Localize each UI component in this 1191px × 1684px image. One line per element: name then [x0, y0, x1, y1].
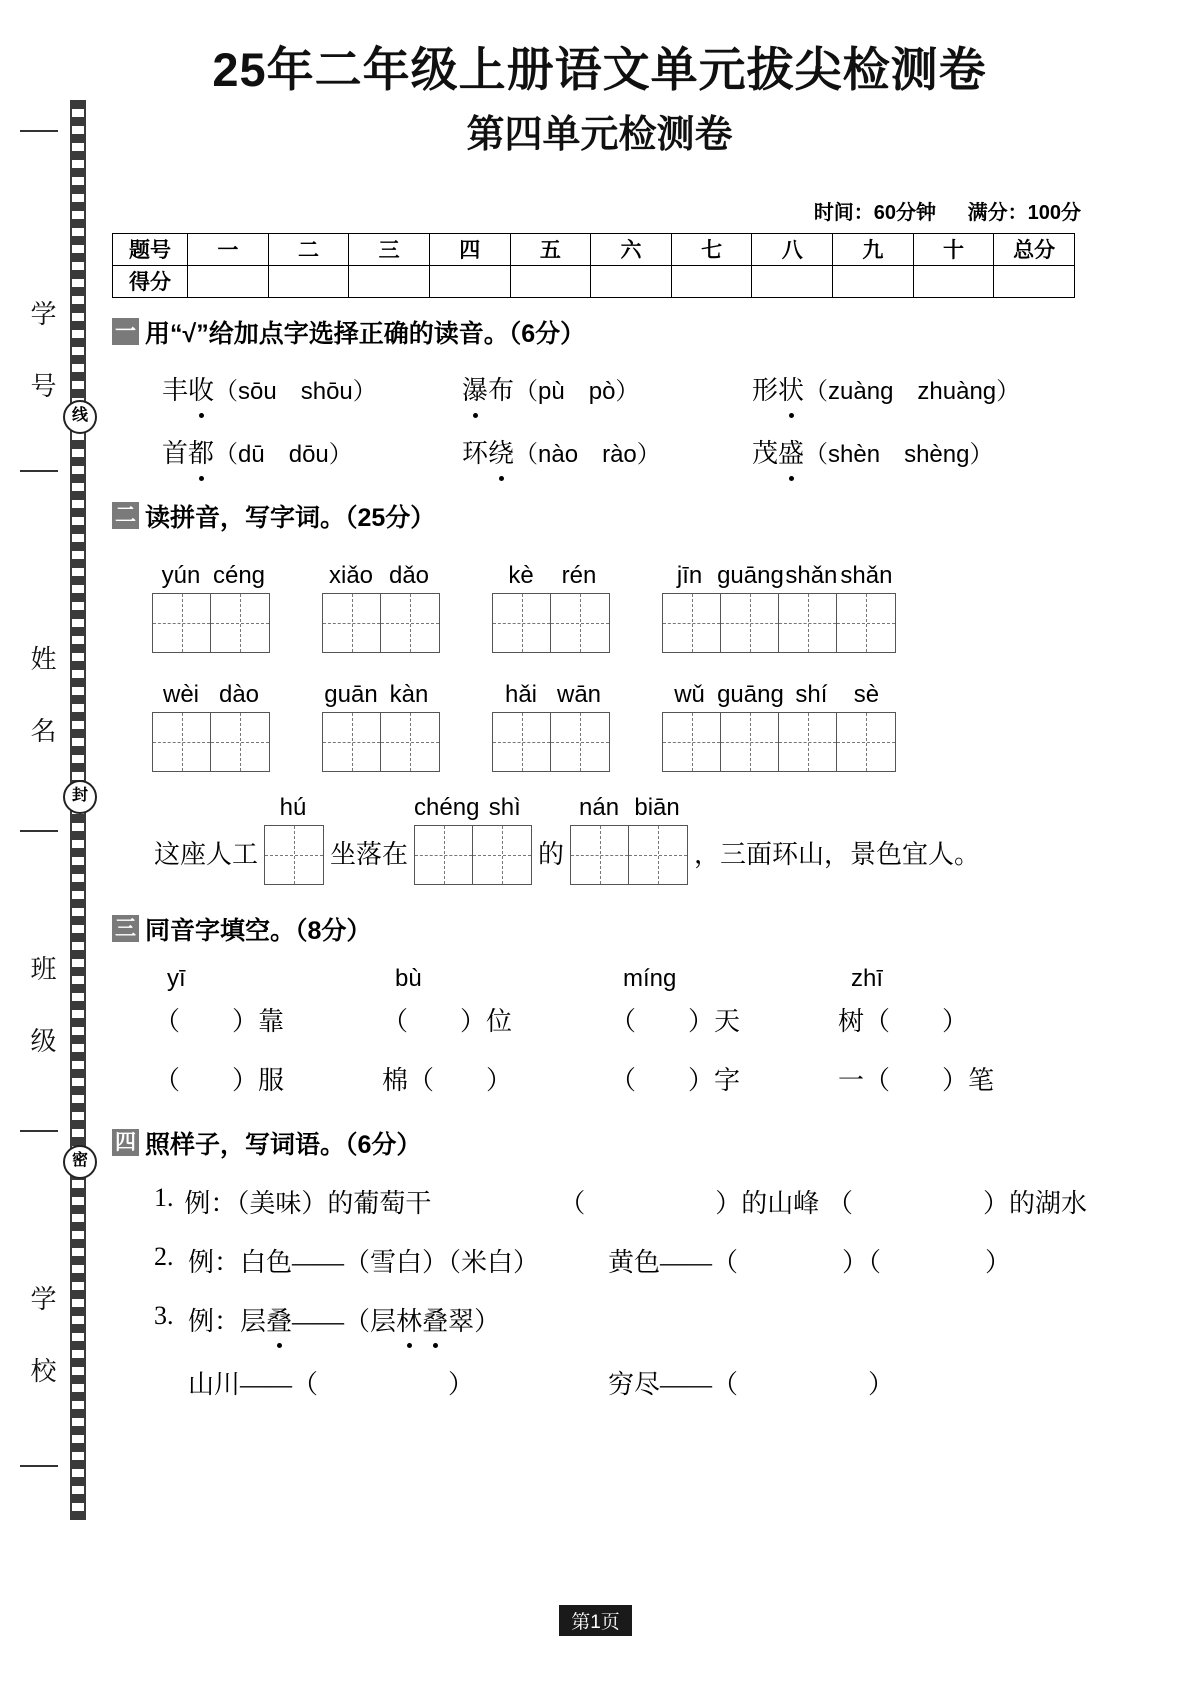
q4-item-3-char-d-dotted: 叠 [422, 1301, 448, 1338]
q2-pinyin-2-4-2: guāng [717, 680, 784, 708]
score-input-8[interactable] [752, 265, 833, 297]
q2-pinyin-1-2-1: xiǎo [328, 561, 374, 589]
q4-item-3-example-mid: ——（层 [292, 1306, 397, 1336]
score-input-2[interactable] [268, 265, 349, 297]
table-row-headers [113, 233, 1075, 265]
score-col-8: 八 [752, 233, 833, 265]
sidebar-tick-1 [20, 130, 58, 132]
q3-pinyin-3: míng [623, 964, 677, 992]
q2-pinyin-1-4 [662, 562, 894, 590]
exam-meta [112, 196, 1081, 225]
q4-item-3-answers [112, 1364, 1087, 1401]
score-input-4[interactable] [429, 265, 510, 297]
score-col-5: 五 [510, 233, 591, 265]
time-label: 时间：60分钟 [813, 201, 937, 224]
binding-rail [70, 100, 86, 1520]
q2-pinyin-1-4-2: guāng [717, 561, 784, 589]
q2-grid-1-2[interactable] [322, 593, 440, 653]
q1-item-6[interactable] [752, 433, 993, 470]
section-title-2: 读拼音，写字词。（25分） [145, 503, 436, 532]
exam-page [112, 0, 1087, 1401]
sidebar-label-class: 班 级 [27, 955, 56, 1063]
q2-pinyin-1-3-1: kè [508, 561, 534, 589]
writing-cell[interactable] [323, 713, 381, 771]
table-row-scores [113, 265, 1075, 297]
q3-pinyin-4: zhī [851, 964, 884, 992]
score-input-1[interactable] [188, 265, 269, 297]
q2-sentence-word-1[interactable] [264, 794, 324, 885]
q2-grid-2-3[interactable] [492, 712, 610, 772]
q2-pinyin-2-2-2: kàn [389, 680, 429, 708]
q2-pinyin-2-1 [152, 681, 268, 709]
score-table-row-label-number: 题号 [113, 233, 188, 265]
page-subtitle: 第四单元检测卷 [466, 113, 733, 156]
q2-pinyin-1-1-2: céng [212, 561, 266, 589]
q2-sentence-blank-3[interactable] [570, 794, 688, 885]
sidebar-tick-2 [20, 470, 58, 472]
section-title-4: 照样子，写词语。（6分） [145, 1130, 422, 1159]
score-col-6: 六 [591, 233, 672, 265]
writing-cell[interactable] [493, 713, 551, 771]
q2-grid-2-4[interactable] [662, 712, 896, 772]
writing-cell[interactable] [721, 594, 779, 652]
q3-blank-1-4[interactable]: 树（ ） [838, 1006, 969, 1036]
rail-badge-mi: 密 [63, 1145, 97, 1179]
writing-cell[interactable] [551, 713, 609, 771]
writing-cell[interactable] [629, 826, 687, 884]
q2-word-1-2[interactable] [322, 562, 440, 653]
score-input-total[interactable] [994, 265, 1075, 297]
q1-word-pre-4: 首 [162, 438, 189, 468]
score-table [112, 233, 1075, 298]
q1-word-pre-3: 形 [752, 375, 779, 405]
q2-pinyin-1-4-3: shǎn [785, 561, 838, 589]
writing-cell[interactable] [837, 594, 895, 652]
q2-sentence-blank-1[interactable] [264, 794, 324, 885]
q4-item-3-example-pre: 例： [188, 1306, 241, 1336]
section-number-1: 一 [112, 318, 139, 345]
q4-item-2 [112, 1242, 1087, 1279]
q2-sentence-pinyin-2-1: chéng [414, 793, 480, 821]
q4-item-2-example: 例：白色——（雪白）（米白） [188, 1247, 540, 1277]
q4-item-1-example: 例：（美味）的葡萄干 [184, 1188, 432, 1218]
q4-item-3-char-b-dotted: 叠 [266, 1301, 292, 1338]
q2-box-row-1 [112, 562, 1087, 653]
q1-dot-char-6: 盛 [778, 433, 804, 470]
writing-cell[interactable] [153, 594, 211, 652]
q2-word-1-1[interactable] [152, 562, 270, 653]
q2-pinyin-2-4-3: shí [795, 680, 828, 708]
score-input-10[interactable] [913, 265, 994, 297]
q2-sentence-pinyin-1 [264, 794, 322, 822]
q4-item-3-blank-1[interactable]: 山川——（ ） [188, 1369, 475, 1399]
q2-pinyin-2-4-1: wǔ [674, 680, 705, 708]
q1-dot-char-5: 绕 [488, 433, 514, 470]
q2-pinyin-2-2-1: guān [324, 680, 378, 708]
q2-pinyin-2-1-1: wèi [162, 680, 199, 708]
q1-row-2 [112, 433, 1087, 470]
q2-sentence-part-2: 坐落在 [330, 839, 409, 869]
score-table-row-label-score: 得分 [113, 265, 188, 297]
q2-pinyin-2-3-2: wān [556, 680, 602, 708]
q4-item-3-example [188, 1301, 500, 1338]
writing-cell[interactable] [663, 713, 721, 771]
score-col-total: 总分 [994, 233, 1075, 265]
rail-badge-xian: 线 [63, 400, 97, 434]
q2-pinyin-1-1 [152, 562, 268, 590]
writing-cell[interactable] [837, 713, 895, 771]
q2-grid-1-1[interactable] [152, 593, 270, 653]
q1-options-3[interactable]: （zuàng zhuàng） [804, 377, 1021, 405]
score-col-2: 二 [268, 233, 349, 265]
q2-sentence-pinyin-1-1: hú [279, 793, 307, 821]
total-score-label: 满分：100分 [967, 201, 1081, 224]
section-header-1 [112, 314, 1087, 350]
q3-blank-2-4[interactable]: 一（ ）笔 [838, 1065, 995, 1095]
q4-item-3-blank-2[interactable]: 穷尽——（ ） [608, 1369, 895, 1399]
q3-blank-2-3[interactable]: （ ）字 [610, 1065, 741, 1095]
q3-blank-1-1[interactable]: （ ）靠 [154, 1006, 285, 1036]
writing-cell[interactable] [265, 826, 323, 884]
q2-pinyin-2-4 [662, 681, 894, 709]
q2-pinyin-2-3 [492, 681, 608, 709]
q1-options-2[interactable]: （pù pò） [514, 377, 640, 405]
section-header-4 [112, 1125, 1087, 1161]
writing-cell[interactable] [415, 826, 473, 884]
page-number: 第1页 [559, 1605, 632, 1636]
q2-sentence-part-4: ，三面环山，景色宜人。 [694, 839, 981, 869]
q1-dot-char-3: 状 [778, 370, 804, 407]
q4-item-3-char-c-dotted: 林 [396, 1301, 422, 1338]
q1-dot-char-2: 瀑 [462, 370, 488, 407]
q2-sentence-grid-3[interactable] [570, 825, 688, 885]
q2-word-2-3[interactable] [492, 681, 610, 772]
q2-sentence-word-2[interactable] [414, 794, 532, 885]
q1-row-1 [112, 370, 1087, 407]
page-title: 25年二年级上册语文单元拔尖检测卷 [212, 43, 987, 96]
writing-cell[interactable] [211, 594, 269, 652]
q1-options-1[interactable]: （sōu shōu） [214, 377, 377, 405]
q2-sentence-grid-2[interactable] [414, 825, 532, 885]
q1-item-4[interactable] [162, 433, 462, 470]
score-col-10: 十 [913, 233, 994, 265]
page-footer [0, 1605, 1191, 1636]
section-title-1: 用“√”给加点字选择正确的读音。（6分） [145, 319, 586, 348]
score-input-3[interactable] [349, 265, 430, 297]
writing-cell[interactable] [571, 826, 629, 884]
q2-grid-2-2[interactable] [322, 712, 440, 772]
section-number-4: 四 [112, 1129, 139, 1156]
section-header-2 [112, 498, 1087, 534]
score-input-5[interactable] [510, 265, 591, 297]
q4-item-2-no: 2. [154, 1241, 174, 1271]
q4-item-3 [112, 1301, 1087, 1338]
q2-pinyin-2-4-4: sè [853, 680, 880, 708]
q2-grid-1-3[interactable] [492, 593, 610, 653]
section-title-3: 同音字填空。（8分） [145, 916, 372, 945]
q2-box-row-2 [112, 681, 1087, 772]
writing-cell[interactable] [663, 594, 721, 652]
writing-cell[interactable] [721, 713, 779, 771]
q2-pinyin-2-1-2: dào [218, 680, 260, 708]
q4-item-3-example-end: 翠） [448, 1306, 501, 1336]
section-number-3: 三 [112, 915, 139, 942]
score-input-9[interactable] [833, 265, 914, 297]
q2-pinyin-2-3-1: hǎi [504, 680, 538, 708]
score-col-9: 九 [833, 233, 914, 265]
q1-dot-char-1: 收 [188, 370, 214, 407]
q2-sentence-blank-2[interactable] [414, 794, 532, 885]
q2-pinyin-2-2 [322, 681, 438, 709]
score-col-4: 四 [429, 233, 510, 265]
q3-answer-row-1 [112, 1001, 1087, 1038]
q1-item-3[interactable] [752, 370, 1020, 407]
q2-pinyin-1-3 [492, 562, 608, 590]
q1-item-1[interactable] [162, 370, 462, 407]
q3-pinyin-row [112, 965, 1087, 993]
q1-options-6[interactable]: （shèn shèng） [804, 440, 994, 468]
writing-cell[interactable] [779, 713, 837, 771]
q3-blank-2-2[interactable]: 棉（ ） [382, 1065, 513, 1095]
q1-item-2[interactable] [462, 370, 752, 407]
q3-blank-1-3[interactable]: （ ）天 [610, 1006, 741, 1036]
q4-item-1 [112, 1183, 1087, 1220]
q1-word-pre-6: 茂 [752, 438, 779, 468]
q2-pinyin-1-2-2: dǎo [388, 561, 430, 589]
q4-item-3-char-a: 层 [240, 1306, 267, 1336]
q3-pinyin-1: yī [167, 964, 186, 992]
q2-word-2-1[interactable] [152, 681, 270, 772]
sidebar-label-name: 姓 名 [27, 645, 56, 753]
q2-word-2-4[interactable] [662, 681, 896, 772]
q2-grid-2-1[interactable] [152, 712, 270, 772]
q4-item-2-blank-1[interactable]: 黄色——（ ）（ ） [608, 1247, 1012, 1277]
q2-sentence-pinyin-2 [414, 794, 530, 822]
q2-pinyin-1-2 [322, 562, 438, 590]
writing-cell[interactable] [381, 594, 439, 652]
q4-item-1-blank-1[interactable]: （ ）的山峰 [559, 1188, 820, 1218]
sidebar-tick-4 [20, 1130, 58, 1132]
q2-sentence-part-1: 这座人工 [154, 839, 259, 869]
q3-blank-1-2[interactable]: （ ）位 [382, 1006, 513, 1036]
rail-badge-feng: 封 [63, 780, 97, 814]
sidebar-label-school: 学 校 [27, 1285, 56, 1393]
q2-sentence-part-3: 的 [538, 839, 565, 869]
q4-item-3-no: 3. [154, 1300, 174, 1330]
writing-cell[interactable] [779, 594, 837, 652]
q2-grid-1-4[interactable] [662, 593, 896, 653]
q2-pinyin-1-4-1: jīn [676, 561, 703, 589]
q4-item-1-blank-2[interactable]: （ ）的湖水 [826, 1188, 1087, 1218]
score-col-7: 七 [671, 233, 752, 265]
writing-cell[interactable] [551, 594, 609, 652]
q2-pinyin-1-1-1: yún [161, 561, 201, 589]
q3-pinyin-2: bù [395, 964, 422, 992]
q2-sentence-word-3[interactable] [570, 794, 688, 885]
q3-answer-row-2 [112, 1060, 1087, 1097]
q2-word-2-2[interactable] [322, 681, 440, 772]
q1-dot-char-4: 都 [188, 433, 214, 470]
sidebar-tick-5 [20, 1465, 58, 1467]
q2-word-1-4[interactable] [662, 562, 896, 653]
writing-cell[interactable] [153, 713, 211, 771]
q2-pinyin-1-4-4: shǎn [840, 561, 893, 589]
sidebar-label-student-id: 学 号 [27, 300, 56, 408]
q1-word-pre-1: 丰 [162, 375, 189, 405]
q2-word-1-3[interactable] [492, 562, 610, 653]
writing-cell[interactable] [381, 713, 439, 771]
score-input-7[interactable] [671, 265, 752, 297]
q1-options-5[interactable]: （nào rào） [514, 440, 661, 468]
q1-word-post-2: 布 [488, 375, 515, 405]
q2-sentence-pinyin-3-1: nán [579, 793, 620, 821]
writing-cell[interactable] [211, 713, 269, 771]
section-header-3 [112, 911, 1087, 947]
q2-sentence-row [112, 794, 1087, 885]
q4-item-1-no: 1. [154, 1182, 174, 1212]
writing-cell[interactable] [493, 594, 551, 652]
q2-sentence-grid-1[interactable] [264, 825, 324, 885]
q3-blank-2-1[interactable]: （ ）服 [154, 1065, 285, 1095]
q2-sentence-pinyin-2-2: shì [488, 793, 521, 821]
writing-cell[interactable] [323, 594, 381, 652]
section-number-2: 二 [112, 502, 139, 529]
q1-item-5[interactable] [462, 433, 752, 470]
score-col-3: 三 [349, 233, 430, 265]
score-input-6[interactable] [591, 265, 672, 297]
q1-options-4[interactable]: （dū dōu） [214, 440, 353, 468]
q2-sentence-pinyin-3-2: biān [634, 793, 680, 821]
score-col-1: 一 [188, 233, 269, 265]
q2-pinyin-1-3-2: rén [561, 561, 597, 589]
sidebar-tick-3 [20, 830, 58, 832]
writing-cell[interactable] [473, 826, 531, 884]
q2-sentence-pinyin-3 [570, 794, 686, 822]
q1-word-pre-5: 环 [462, 438, 489, 468]
